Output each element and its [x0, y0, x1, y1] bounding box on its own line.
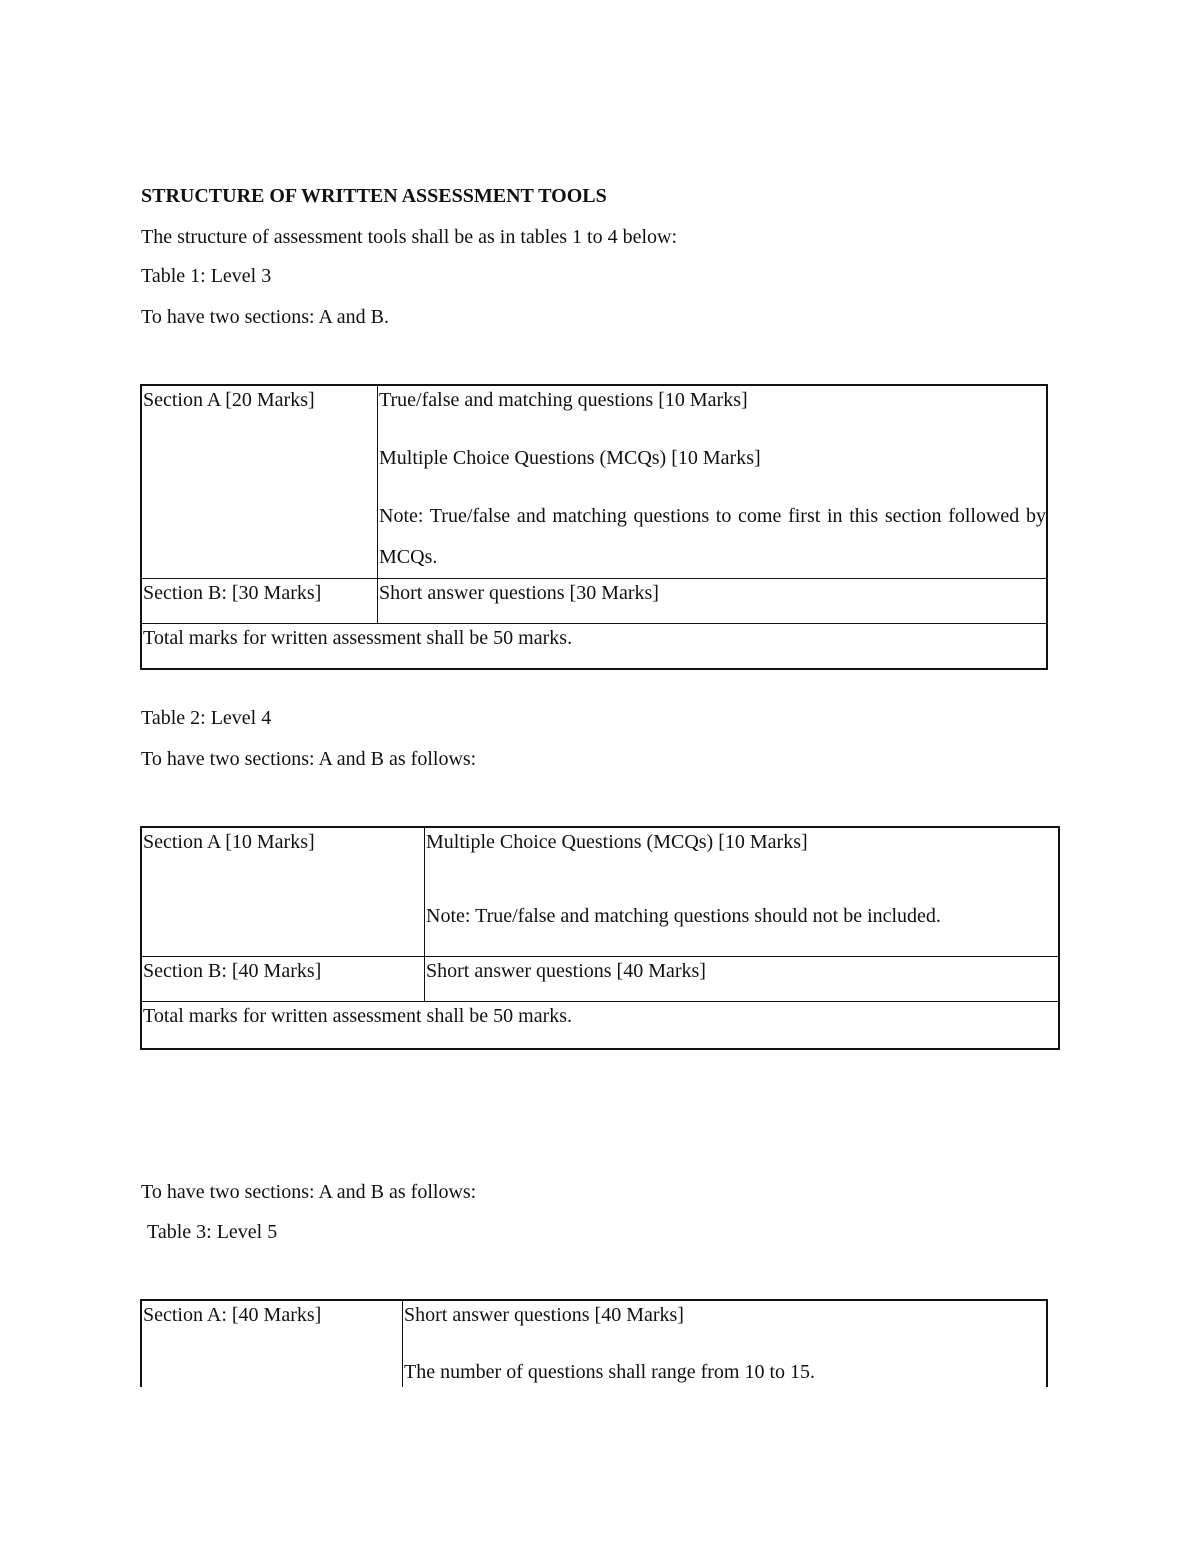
table-row — [141, 1300, 1047, 1387]
intro-text: The structure of assessment tools shall be as in tables 1 to 4 below: — [141, 226, 678, 248]
total-cell — [141, 624, 1047, 670]
content-line: True/false and matching questions [10 Marks] — [379, 389, 748, 411]
page-title: STRUCTURE OF WRITTEN ASSESSMENT TOOLS — [141, 185, 607, 207]
content-line: Short answer questions [30 Marks] — [379, 582, 659, 604]
section-cell — [141, 1300, 403, 1387]
table3 — [140, 1299, 1048, 1387]
total-text: Total marks for written assessment shall be 50 marks. — [143, 1005, 573, 1027]
total-cell — [141, 1002, 1059, 1050]
section-cell — [141, 385, 378, 579]
table-row — [141, 579, 1047, 624]
content-line: Short answer questions [40 Marks] — [426, 960, 706, 982]
content-line: Multiple Choice Questions (MCQs) [10 Marks] — [379, 447, 761, 469]
content-line: Short answer questions [40 Marks] — [404, 1304, 684, 1326]
table-row — [141, 1002, 1059, 1050]
table-row — [141, 957, 1059, 1002]
table-row — [141, 624, 1047, 670]
section-label: Section A [10 Marks] — [143, 831, 315, 853]
content-cell — [425, 827, 1060, 957]
content-cell — [378, 579, 1048, 624]
table2 — [140, 826, 1060, 1050]
content-cell — [378, 385, 1048, 579]
section-label: Section A [20 Marks] — [143, 389, 315, 411]
section-cell — [141, 579, 378, 624]
table-row — [141, 385, 1047, 579]
table1-description: To have two sections: A and B. — [141, 306, 390, 328]
table1-caption: Table 1: Level 3 — [141, 265, 272, 287]
content-cell — [403, 1300, 1048, 1387]
table3-caption: Table 3: Level 5 — [147, 1221, 278, 1243]
table2-description: To have two sections: A and B as follows: — [141, 748, 477, 770]
note-text: Note: True/false and matching questions to come first in this section followed by MCQs. — [379, 505, 1046, 568]
table1 — [140, 384, 1048, 670]
note-text: Note: True/false and matching questions should not be included. — [426, 905, 941, 927]
table2-caption: Table 2: Level 4 — [141, 707, 272, 729]
section-label: Section A: [40 Marks] — [143, 1304, 322, 1326]
section-cell — [141, 827, 425, 957]
total-text: Total marks for written assessment shall be 50 marks. — [143, 627, 573, 649]
table3-description: To have two sections: A and B as follows: — [141, 1181, 477, 1203]
table-row — [141, 827, 1059, 957]
content-line: Multiple Choice Questions (MCQs) [10 Marks] — [426, 831, 808, 853]
section-label: Section B: [30 Marks] — [143, 582, 322, 604]
content-line: The number of questions shall range from 10 to 15. — [404, 1361, 816, 1383]
section-label: Section B: [40 Marks] — [143, 960, 322, 982]
content-cell — [425, 957, 1060, 1002]
section-cell — [141, 957, 425, 1002]
